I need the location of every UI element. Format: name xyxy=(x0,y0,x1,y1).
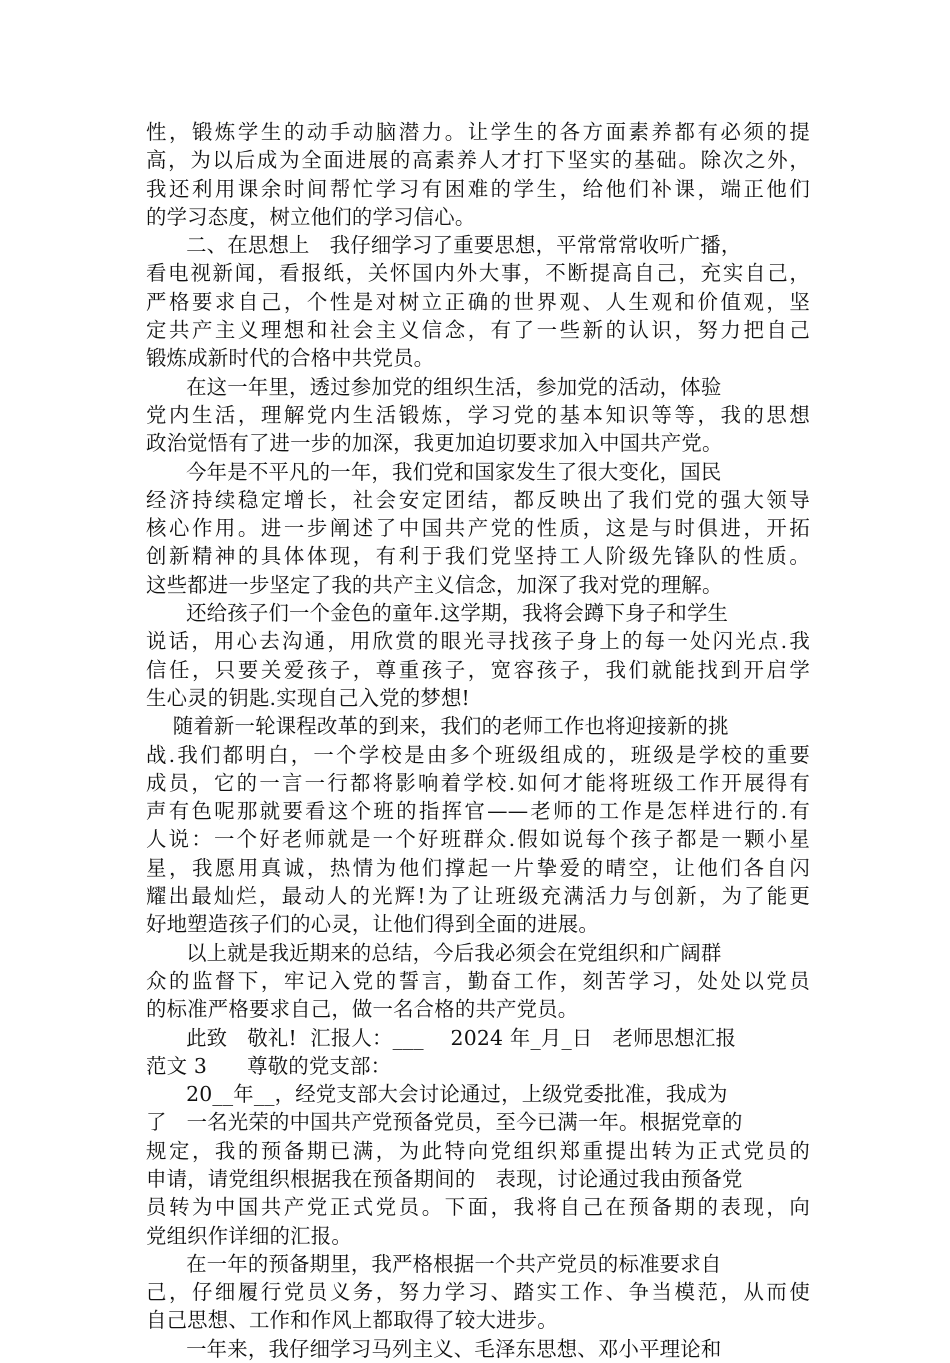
text-line: 经济持续稳定增长，社会安定团结，都反映出了我们党的强大领导 xyxy=(146,487,810,512)
text-line: 的标准严格要求自己，做一名合格的共产党员。 xyxy=(146,997,579,1022)
text-line: 好地塑造孩子们的心灵，让他们得到全面的进展。 xyxy=(146,912,599,937)
text-line: 随着新一轮课程改革的到来，我们的老师工作也将迎接新的挑 xyxy=(146,714,729,739)
text-line: 人说：一个好老师就是一个好班群众.假如说每个孩子都是一颗小星 xyxy=(146,827,810,852)
text-line: 战.我们都明白，一个学校是由多个班级组成的，班级是学校的重要 xyxy=(146,742,810,767)
text-line: 自己思想、工作和作风上都取得了较大进步。 xyxy=(146,1308,558,1333)
document-body xyxy=(146,118,810,1363)
text-line: 性，锻炼学生的动手动脑潜力。让学生的各方面素养都有必须的提 xyxy=(146,120,810,144)
text-line: 我还利用课余时间帮忙学习有困难的学生，给他们补课，端正他们 xyxy=(146,176,810,201)
text-line: 信任，只要关爱孩子，尊重孩子，宽容孩子，我们就能找到开启学 xyxy=(146,657,810,682)
text-line: 申请，请党组织根据我在预备期间的 表现，讨论通过我由预备党 xyxy=(146,1166,743,1191)
text-line: 此致 敬礼! 汇报人：___ 2024 年_月_日 老师思想汇报 xyxy=(146,1025,737,1050)
text-line: 党组织作详细的汇报。 xyxy=(146,1223,352,1248)
text-line: 创新精神的具体体现，有利于我们党坚持工人阶级先锋队的性质。 xyxy=(146,544,810,569)
text-line: 今年是不平凡的一年，我们党和国家发生了很大变化，国民 xyxy=(146,459,722,484)
text-line: 锻炼成新时代的合格中共党员。 xyxy=(146,346,435,371)
text-line: 星，我愿用真诚，热情为他们撑起一片挚爱的晴空，让他们各自闪 xyxy=(146,855,810,880)
text-line: 看电视新闻，看报纸，关怀国内外大事，不断提高自己，充实自己， xyxy=(146,261,810,286)
text-line: 政治觉悟有了进一步的加深，我更加迫切要求加入中国共产党。 xyxy=(146,431,723,456)
text-line: 说话，用心去沟通，用欣赏的眼光寻找孩子身上的每一处闪光点.我 xyxy=(146,629,810,654)
text-line: 在一年的预备期里，我严格根据一个共产党员的标准要求自 xyxy=(146,1251,722,1276)
text-line: 高，为以后成为全面进展的高素养人才打下坚实的基础。除次之外， xyxy=(146,148,810,173)
text-line: 这些都进一步坚定了我的共产主义信念，加深了我对党的理解。 xyxy=(146,572,723,597)
text-line: 的学习态度，树立他们的学习信心。 xyxy=(146,204,476,229)
text-line: 党内生活，理解党内生活锻炼，学习党的基本知识等等，我的思想 xyxy=(146,402,810,427)
text-line: 员转为中国共产党正式党员。下面，我将自己在预备期的表现，向 xyxy=(146,1195,810,1220)
text-line: 以上就是我近期来的总结，今后我必须会在党组织和广阔群 xyxy=(146,940,722,965)
text-line: 范文 3 尊敬的党支部： xyxy=(146,1053,392,1078)
text-line: 还给孩子们一个金色的童年.这学期，我将会蹲下身子和学生 xyxy=(146,601,729,626)
text-line: 了 一名光荣的中国共产党预备党员，至今已满一年。根据党章的 xyxy=(146,1110,743,1135)
text-line: 声有色呢那就要看这个班的指挥官——老师的工作是怎样进行的.有 xyxy=(146,799,810,824)
text-line: 一年来，我仔细学习马列主义、毛泽东思想、邓小平理论和 xyxy=(146,1336,722,1361)
text-line: 二、在思想上 我仔细学习了重要思想，平常常常收听广播， xyxy=(146,233,742,258)
text-line: 在这一年里，透过参加党的组织生活，参加党的活动，体验 xyxy=(146,374,722,399)
text-line: 严格要求自己，个性是对树立正确的世界观、人生观和价值观，坚 xyxy=(146,289,810,314)
text-line: 定共产主义理想和社会主义信念，有了一些新的认识，努力把自己 xyxy=(146,318,810,343)
text-line: 成员，它的一言一行都将影响着学校.如何才能将班级工作开展得有 xyxy=(146,770,810,795)
text-line: 20__年__，经党支部大会讨论通过，上级党委批准，我成为 xyxy=(146,1082,728,1107)
text-line: 生心灵的钥匙.实现自己入党的梦想! xyxy=(146,685,470,710)
text-line: 核心作用。进一步阐述了中国共产党的性质，这是与时俱进，开拓 xyxy=(146,516,810,541)
text-line: 耀出最灿烂，最动人的光辉!为了让班级充满活力与创新，为了能更 xyxy=(146,884,810,909)
text-line: 己，仔细履行党员义务，努力学习、踏实工作、争当模范，从而使 xyxy=(146,1280,810,1305)
text-line: 众的监督下，牢记入党的誓言，勤奋工作，刻苦学习，处处以党员 xyxy=(146,968,810,993)
text-line: 规定，我的预备期已满，为此特向党组织郑重提出转为正式党员的 xyxy=(146,1138,810,1163)
